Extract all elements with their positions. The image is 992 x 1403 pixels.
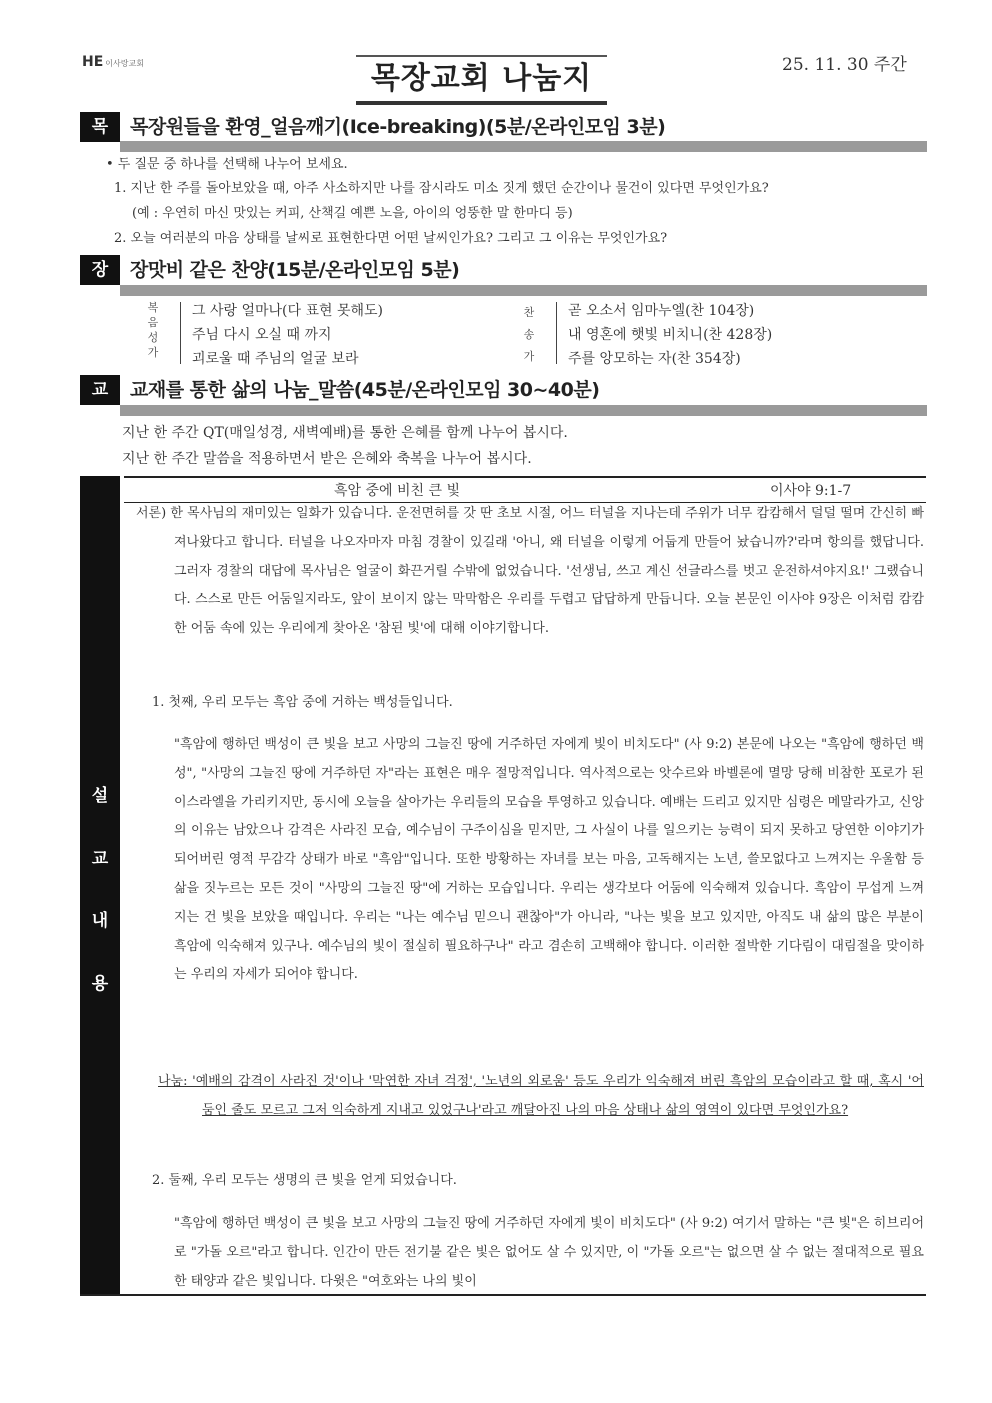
gospel-song-label: 복 음 성 가	[147, 301, 159, 359]
column-divider	[180, 302, 181, 364]
section-tag-gyo: 교	[80, 375, 120, 405]
section-title-gyo: 교재를 통한 삶의 나눔_말씀(45분/온라인모임 30~40분)	[130, 379, 600, 401]
sharing-prompt-1: 지난 한 주간 QT(매일성경, 새벽예배)를 통한 은혜를 함께 나누어 봅시다.	[122, 425, 568, 441]
sharing-question: 나눔: '예배의 감격이 사라진 것'이나 '막연한 자녀 걱정', '노년의 외로움' 등도 우리가 익숙해져 버린 흑암의 모습이라고 할 때, 혹시 '어둠인 줄도 모르고 그저 익숙하게 지내고 있었구나'라고 깨달아진 나의 마음 상태나 삶의 영역이 있다면 무엇인가요?	[158, 1074, 924, 1118]
sermon-side-label: 설 교 내 용	[80, 476, 120, 1294]
church-logo	[82, 54, 144, 70]
section-title-jang: 장맛비 같은 찬양(15분/온라인모임 5분)	[130, 259, 460, 281]
gospel-song: 괴로울 때 주님의 얼굴 보라	[192, 351, 359, 367]
song-list	[80, 296, 926, 366]
instruction-text: • 두 질문 중 하나를 선택해 나누어 보세요.	[106, 157, 348, 172]
column-divider	[556, 302, 557, 364]
question-1: 1. 지난 한 주를 돌아보았을 때, 아주 사소하지만 나를 잠시라도 미소 짓게 했던 순간이나 물건이 있다면 무엇인가요?	[114, 181, 769, 196]
gospel-song: 주님 다시 오실 때 까지	[192, 327, 332, 343]
question-1-example: (예 : 우연히 마신 맛있는 커피, 산책길 예쁜 노을, 아이의 엉뚱한 말 한마디 등)	[132, 206, 573, 221]
section-tag-mok: 목	[80, 112, 120, 142]
sermon-block	[80, 476, 926, 1296]
sharing-prompt-2: 지난 한 주간 말씀을 적용하면서 받은 은혜와 축복을 나누어 봅시다.	[122, 451, 532, 467]
point-1-body: "흑암에 행하던 백성이 큰 빛을 보고 사망의 그늘진 땅에 거주하던 자에게 빛이 비치도다" (사 9:2) 본문에 나오는 "흑암에 행하던 백성", "사망의 그늘진 땅에 거주하던 자"라는 표현은 매우 절망적입니다. 역사적으로는 앗수르와 바벨론에 멸망 당해 비참한 포로가 된 이스라엘을 가리키지만, 동시에 오늘을 살아가는 우리들의 모습을 투영하고 있습니다. 예배는 드리고 있지만 심령은 메말라가고, 신앙의 이유는 남았으나 감격은 사라진 모습, 예수님이 구주이심을 믿지만, 그 사실이 나를 일으키는 능력이 되지 못하고 당연한 이야기가 되어버린 영적 무감각 상태가 바로 "흑암"입니다. 또한 방황하는 자녀를 보는 마음, 고독해지는 노년, 쓸모없다고 느껴지는 우울함 등 삶을 짓누르는 모든 것이 "사망의 그늘진 땅"에 거하는 모습입니다. 우리는 생각보다 어둠에 익숙해져 있습니다. 흑암이 무섭게 느껴지는 건 빛을 보았을 때입니다. 우리는 "나는 예수님 믿으니 괜찮아"가 아니라, "나는 빛을 보고 있지만, 아직도 내 삶의 많은 부분이 흑암에 익숙해져 있구나. 예수님의 빛이 절실히 필요하구나" 라고 겸손히 고백해야 합니다. 이러한 절박한 기다림이 대림절을 맞이하는 우리의 자세가 되어야 합니다.	[174, 737, 924, 983]
logo-mark: HE	[82, 54, 104, 70]
section-title-mok: 목장원들을 환영_얼음깨기(Ice-breaking)(5분/온라인모임 3분)	[130, 116, 666, 138]
section-jang-header	[80, 255, 926, 285]
hymn-label: 찬 송 가	[523, 306, 535, 363]
section-divider	[120, 141, 927, 152]
point-1-title: 1. 첫째, 우리 모두는 흑암 중에 거하는 백성들입니다.	[152, 695, 453, 710]
point-2-body: "흑암에 행하던 백성이 큰 빛을 보고 사망의 그늘진 땅에 거주하던 자에게 빛이 비치도다" (사 9:2) 여기서 말하는 "큰 빛"은 히브리어로 "가돌 오르"라고 합니다. 인간이 만든 전기불 같은 빛은 없어도 살 수 있지만, 이 "가돌 오르"는 없으면 살 수 없는 절대적으로 필요한 태양과 같은 빛입니다. 다윗은 "여호와는 나의 빛이	[174, 1216, 924, 1289]
week-date: 25. 11. 30 주간	[782, 55, 907, 75]
logo-text: 이사랑교회	[105, 59, 144, 68]
sermon-top-rule	[124, 476, 926, 478]
question-2: 2. 오늘 여러분의 마음 상태를 날씨로 표현한다면 어떤 날씨인가요? 그리고 그 이유는 무엇인가요?	[114, 231, 668, 246]
sermon-title: 흑암 중에 비친 큰 빛	[334, 483, 460, 499]
section-gyo-header	[80, 375, 926, 405]
sermon-reference: 이사야 9:1-7	[770, 483, 852, 499]
page-title: 목장교회 나눔지	[356, 55, 607, 105]
section-mok-header	[80, 112, 926, 142]
sermon-intro: 서론) 한 목사님의 재미있는 일화가 있습니다. 운전면허를 갓 딴 초보 시절, 어느 터널을 지나는데 주위가 너무 캄캄해서 덜덜 떨며 간신히 빠져나왔다고 합니다. 터널을 나오자마자 마침 경찰이 있길래 '아니, 왜 터널을 이렇게 어둡게 만들어 놨습니까?'라며 항의를 했답니다. 그러자 경찰의 대답에 목사님은 얼굴이 화끈거릴 수밖에 없었습니다. '선생님, 쓰고 계신 선글라스를 벗고 운전하셔야지요!' 그랬습니다. 스스로 만든 어둠일지라도, 앞이 보이지 않는 막막함은 우리를 두렵고 답답하게 만듭니다. 오늘 본문인 이사야 9장은 이처럼 캄캄한 어둠 속에 있는 우리에게 찾아온 '참된 빛'에 대해 이야기합니다.	[136, 506, 924, 637]
hymn-song: 주를 앙모하는 자(찬 354장)	[568, 351, 741, 367]
hymn-song: 곧 오소서 임마누엘(찬 104장)	[568, 303, 755, 319]
point-2-title: 2. 둘째, 우리 모두는 생명의 큰 빛을 얻게 되었습니다.	[152, 1173, 457, 1188]
section-divider	[120, 285, 927, 296]
section-divider	[120, 405, 927, 416]
hymn-song: 내 영혼에 햇빛 비치니(찬 428장)	[568, 327, 773, 343]
section-tag-jang: 장	[80, 255, 120, 285]
gospel-song: 그 사랑 얼마나(다 표현 못해도)	[192, 303, 384, 319]
